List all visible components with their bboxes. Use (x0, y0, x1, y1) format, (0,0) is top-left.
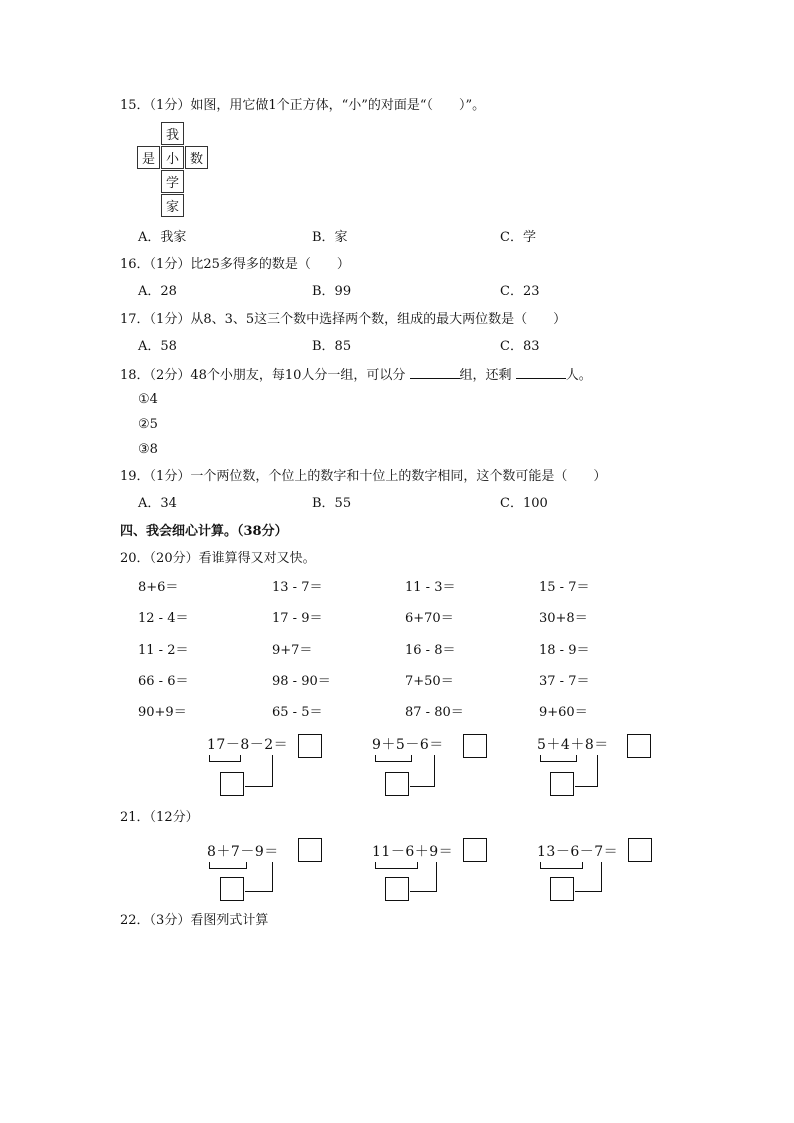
answer-box[interactable] (463, 838, 487, 862)
option-c[interactable]: C．83 (500, 339, 540, 354)
connector-line (601, 862, 602, 892)
bracket-line (209, 862, 247, 869)
cube-net-figure (137, 122, 209, 218)
question-20-stem: 20．（20分）看谁算得又对又快。 (120, 551, 316, 566)
chain-expression: 13－6－7＝ (537, 844, 619, 860)
grid-item: 11 - 2＝ (138, 643, 189, 658)
grid-item: 87 - 80＝ (405, 705, 464, 720)
connector-line (575, 891, 602, 892)
chain-expression: 8＋7－9＝ (207, 844, 279, 860)
grid-item: 11 - 3＝ (405, 580, 456, 595)
answer-blank-remaining[interactable] (516, 367, 566, 379)
connector-line (410, 786, 435, 787)
grid-item: 7+50＝ (405, 674, 454, 689)
grid-item: 8+6＝ (138, 580, 179, 595)
option-b[interactable]: B．55 (312, 496, 352, 511)
option-c[interactable]: C．学 (500, 230, 536, 245)
intermediate-box[interactable] (385, 772, 409, 796)
intermediate-box[interactable] (550, 877, 574, 901)
net-cell-center: 小 (161, 146, 184, 169)
grid-item: 9+7＝ (272, 643, 313, 658)
grid-item: 6+70＝ (405, 611, 454, 626)
option-b[interactable]: B．99 (312, 284, 352, 299)
connector-line (597, 755, 598, 787)
grid-item: 13 - 7＝ (272, 580, 323, 595)
grid-item: 12 - 4＝ (138, 611, 189, 626)
choice-3[interactable]: ③8 (138, 442, 158, 457)
grid-item: 65 - 5＝ (272, 705, 323, 720)
option-c[interactable]: C．23 (500, 284, 540, 299)
question-21-stem: 21．（12分） (120, 810, 199, 825)
bracket-line (375, 755, 412, 762)
net-cell-right: 数 (185, 146, 208, 169)
grid-item: 37 - 7＝ (539, 674, 590, 689)
net-cell-top: 我 (161, 122, 184, 145)
question-22-stem: 22．（3分）看图列式计算 (120, 913, 269, 928)
grid-item: 98 - 90＝ (272, 674, 331, 689)
bracket-line (540, 755, 577, 762)
grid-item: 30+8＝ (539, 611, 588, 626)
connector-line (410, 891, 437, 892)
connector-line (245, 786, 273, 787)
chain-expression: 17－8－2＝ (207, 737, 289, 753)
grid-item: 16 - 8＝ (405, 643, 456, 658)
intermediate-box[interactable] (385, 877, 409, 901)
choice-2[interactable]: ②5 (138, 417, 158, 432)
connector-line (272, 862, 273, 892)
net-cell-left: 是 (137, 146, 160, 169)
option-a[interactable]: A．34 (138, 496, 177, 511)
option-a[interactable]: A．28 (138, 284, 177, 299)
grid-item: 15 - 7＝ (539, 580, 590, 595)
chain-expression: 5＋4＋8＝ (537, 737, 609, 753)
question-16-stem: 16．（1分）比25多得多的数是（ ） (120, 257, 350, 272)
grid-item: 66 - 6＝ (138, 674, 189, 689)
stem-part-3: 人。 (565, 368, 592, 383)
option-a[interactable]: A．我家 (138, 230, 187, 245)
question-17-stem: 17．（1分）从8、3、5这三个数中选择两个数，组成的最大两位数是（ ） (120, 312, 567, 327)
option-b[interactable]: B．85 (312, 339, 352, 354)
answer-box[interactable] (628, 838, 652, 862)
stem-part-2: 组，还剩 (459, 368, 512, 383)
stem-part-1: 18．（2分）48个小朋友，每10人分一组，可以分 (120, 368, 406, 383)
bracket-line (209, 755, 241, 762)
option-a[interactable]: A．58 (138, 339, 177, 354)
option-b[interactable]: B．家 (312, 230, 348, 245)
net-cell-lower: 学 (161, 170, 184, 193)
grid-item: 18 - 9＝ (539, 643, 590, 658)
bracket-line (540, 862, 583, 869)
answer-box[interactable] (298, 838, 322, 862)
connector-line (245, 891, 273, 892)
question-18-stem (120, 367, 592, 382)
bracket-line (375, 862, 418, 869)
option-c[interactable]: C．100 (500, 496, 548, 511)
question-19-stem: 19．（1分）一个两位数，个位上的数字和十位上的数字相同，这个数可能是（ ） (120, 469, 607, 484)
intermediate-box[interactable] (550, 772, 574, 796)
connector-line (436, 862, 437, 892)
connector-line (434, 755, 435, 787)
connector-line (272, 755, 273, 787)
net-cell-bottom: 家 (161, 194, 184, 217)
grid-item: 17 - 9＝ (272, 611, 323, 626)
question-15-stem: 15．（1分）如图，用它做1个正方体，“小”的对面是“（ ）”。 (120, 98, 486, 113)
section-heading: 四、我会细心计算。（38分） (120, 524, 288, 539)
grid-item: 90+9＝ (138, 705, 187, 720)
chain-expression: 9＋5－6＝ (372, 737, 444, 753)
answer-box[interactable] (463, 734, 487, 758)
intermediate-box[interactable] (220, 772, 244, 796)
intermediate-box[interactable] (220, 877, 244, 901)
answer-blank-groups[interactable] (410, 367, 460, 379)
answer-box[interactable] (627, 734, 651, 758)
answer-box[interactable] (298, 734, 322, 758)
chain-expression: 11－6＋9＝ (372, 844, 454, 860)
connector-line (575, 786, 598, 787)
choice-1[interactable]: ①4 (138, 392, 158, 407)
grid-item: 9+60＝ (539, 705, 588, 720)
